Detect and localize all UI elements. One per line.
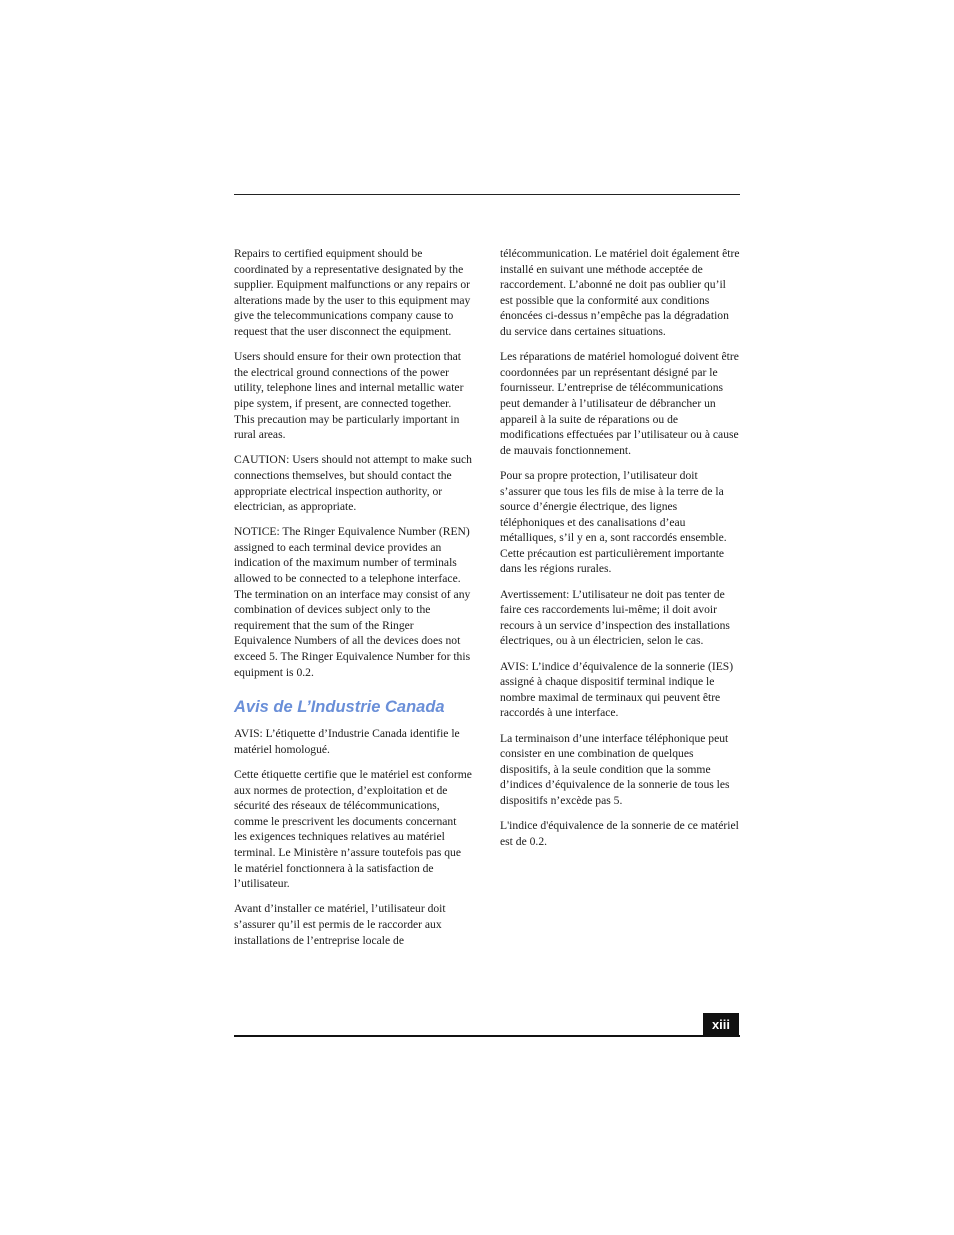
footer-rule: [234, 1035, 740, 1037]
paragraph-certification: Cette étiquette certifie que le matériel est conforme aux normes de protection, d’exploitation et de sécurité des réseaux de télécommunications, comme le prescrivent les documents concernant les exigences techniques relatives au matériel terminal. Le Ministère n’assure toutefois pas que le matériel fonctionnera à la satisfaction de l’utilisateur.: [234, 768, 472, 891]
paragraph-notice-ren: NOTICE: The Ringer Equivalence Number (REN) assigned to each terminal device provides an indication of the maximum number of terminals allowed to be connected to a telephone interface. The termination on an interface may consist of any combination of devices subject only to the requirement that the sum of the Ringer Equivalence Numbers of all the devices does not exceed 5. The Ringer Equivalence Number for this equipment is 0.2.: [234, 525, 471, 679]
paragraph-reparations: Les réparations de matériel homologué doivent être coordonnées par un représentant désigné par le fournisseur. L’entreprise de télécommunications peut demander à l’utilisateur de débrancher un appareil à la suite de réparations ou de modifications effectuées par l’utilisateur ou à cause de mauvais fonctionnement.: [500, 350, 739, 457]
right-column: [500, 246, 740, 859]
paragraph-avis-etiquette: AVIS: L’étiquette d’Industrie Canada identifie le matériel homologué.: [234, 727, 460, 756]
paragraph-protection: Pour sa propre protection, l’utilisateur doit s’assurer que tous les fils de mise à la terre de la source d’énergie électrique, des lignes téléphoniques et des canalisations d’eau métalliques, s’il y en a, sont raccordés ensemble. Cette précaution est particulièrement importante dans les régions rurales.: [500, 468, 727, 576]
paragraph-avant-installer: Avant d’installer ce matériel, l’utilisateur doit s’assurer qu’il est permis de le raccorder aux installations de l’entreprise locale de: [234, 902, 446, 947]
paragraph-indice: L'indice d'équivalence de la sonnerie de ce matériel est de 0.2.: [500, 819, 739, 848]
section-heading-industrie-canada: Avis de L’Industrie Canada: [234, 698, 445, 717]
paragraph-telecommunication: télécommunication. Le matériel doit également être installé en suivant une méthode acceptée de raccordement. L’abonné ne doit pas oublier qu’il est possible que la conformité aux conditions énoncées ci-dessus n’empêche pas la dégradation du service dans certaines situations.: [500, 247, 740, 338]
paragraph-caution: CAUTION: Users should not attempt to make such connections themselves, but should contact the appropriate electrical inspection authority, or electrician, as appropriate.: [234, 453, 472, 514]
header-rule: [234, 194, 740, 195]
paragraph-avertissement: Avertissement: L’utilisateur ne doit pas tenter de faire ces raccordements lui-même; il doit avoir recours à un service d’inspection des installations électriques, ou à un électricien, selon le cas.: [500, 587, 730, 648]
paragraph-avis-ies: AVIS: L’indice d’équivalence de la sonnerie (IES) assigné à chaque dispositif terminal indique le nombre maximal de terminaux qui peuvent être raccordés à une interface.: [500, 659, 734, 720]
paragraph-ground-connections: Users should ensure for their own protection that the electrical ground connections of the power utility, telephone lines and internal metallic water pipe system, if present, are connected together. This precaution may be particularly important in rural areas.: [234, 350, 464, 442]
paragraph-terminaison: La terminaison d’une interface téléphonique peut consister en une combination de quelques dispositifs, à la seule condition que la somme d’indices d’équivalence de la sonnerie de tous les dispositifs n’excède pas 5.: [500, 731, 730, 807]
left-column: [234, 246, 472, 958]
page-number: xiii: [703, 1013, 739, 1036]
paragraph-repairs: Repairs to certified equipment should be coordinated by a representative designated by the supplier. Equipment malfunctions or any repairs or alterations made by the user to this equipment may give the telecommunications company cause to request that the user disconnect the equipment.: [234, 247, 471, 338]
